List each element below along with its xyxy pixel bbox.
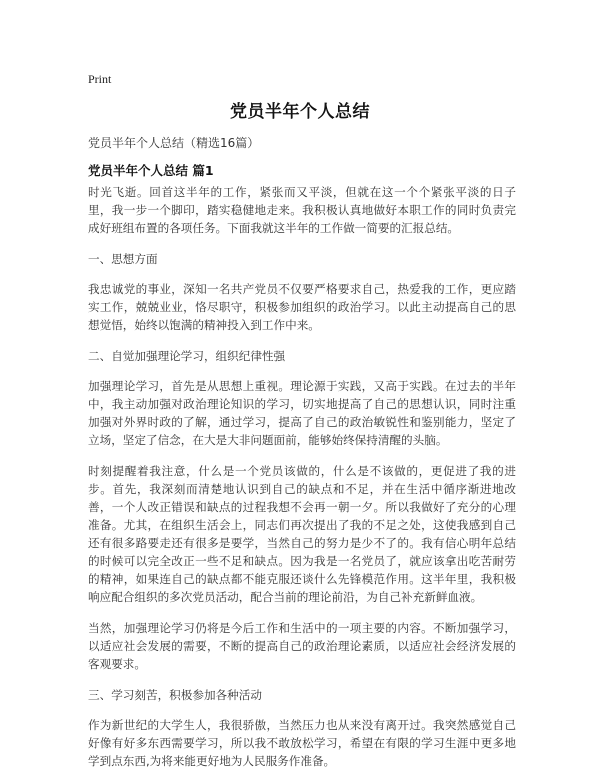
document-subtitle: 党员半年个人总结（精选16篇）: [88, 136, 260, 150]
subheading-thought: 一、思想方面: [88, 252, 158, 266]
paragraph-study: 作为新世纪的大学生人，我很骄傲，当然压力也从来没有离开过。我突然感觉自己好像有好多东西需要学习，所以我不敢放松学习，希望在有限的学习生涯中更多地学到点东西,为将来能更好地为人民服务作准备。: [88, 718, 516, 768]
document-body: [88, 183, 516, 783]
section-heading: 党员半年个人总结 篇1: [88, 163, 214, 178]
paragraph-thought: 我忠诚党的事业，深知一名共产党员不仅要严格要求自己，热爱我的工作，更应踏实工作，兢兢业业，恪尽职守，积极参加组织的政治学习。以此主动提高自己的思想觉悟，始终以饱满的精神投入到工作中来。: [88, 282, 516, 332]
paragraph-reflection: 时刻提醒着我注意，什么是一个党员该做的，什么是不该做的，更促进了我的进步。首先，我深刻而清楚地认识到自己的缺点和不足，并在生活中循序渐进地改善，一个人改正错误和缺点的过程我想不会再一朝一夕。所以我做好了充分的心理准备。尤其，在组织生活会上，同志们再次提出了我的不足之处，这使我感到自己还有很多路要走还有很多是要学，当然自己的努力是少不了的。我有信心明年总结的时候可以完全改正一些不足和缺点。因为我是一名党员了，就应该拿出吃苦耐劳的精神，如果连自己的缺点都不能克服还谈什么先锋模范作用。这半年里，我积极响应配合组织的多次党员活动，配合当前的理论前沿，为自己补充新鲜血液。: [88, 464, 516, 604]
subheading-study: 三、学习刻苦，积极参加各种活动: [88, 688, 262, 702]
subheading-theory: 二、自觉加强理论学习，组织纪律性强: [88, 349, 286, 363]
document-title: 党员半年个人总结: [230, 102, 370, 122]
print-link[interactable]: Print: [88, 72, 112, 86]
paragraph-intro: 时光飞逝。回首这半年的工作，紧张而又平淡，但就在这一个个紧张平淡的日子里，我一步一个脚印，踏实稳健地走来。我积极认真地做好本职工作的同时负责完成好班组布置的各项任务。下面我就这半年的工作做一简要的汇报总结。: [88, 185, 516, 235]
paragraph-theory: 加强理论学习，首先是从思想上重视。理论源于实践，又高于实践。在过去的半年中，我主动加强对政治理论知识的学习，切实地提高了自己的思想认识，同时注重加强对外界时政的了解，通过学习，提高了自己的政治敏锐性和鉴别能力，坚定了立场，坚定了信念，在大是大非问题面前，能够始终保持清醒的头脑。: [88, 379, 516, 447]
paragraph-continuation: 当然，加强理论学习仍将是今后工作和生活中的一项主要的内容。不断加强学习，以适应社会发展的需要，不断的提高自己的政治理论素质，以适应社会经济发展的客观要求。: [88, 621, 516, 671]
